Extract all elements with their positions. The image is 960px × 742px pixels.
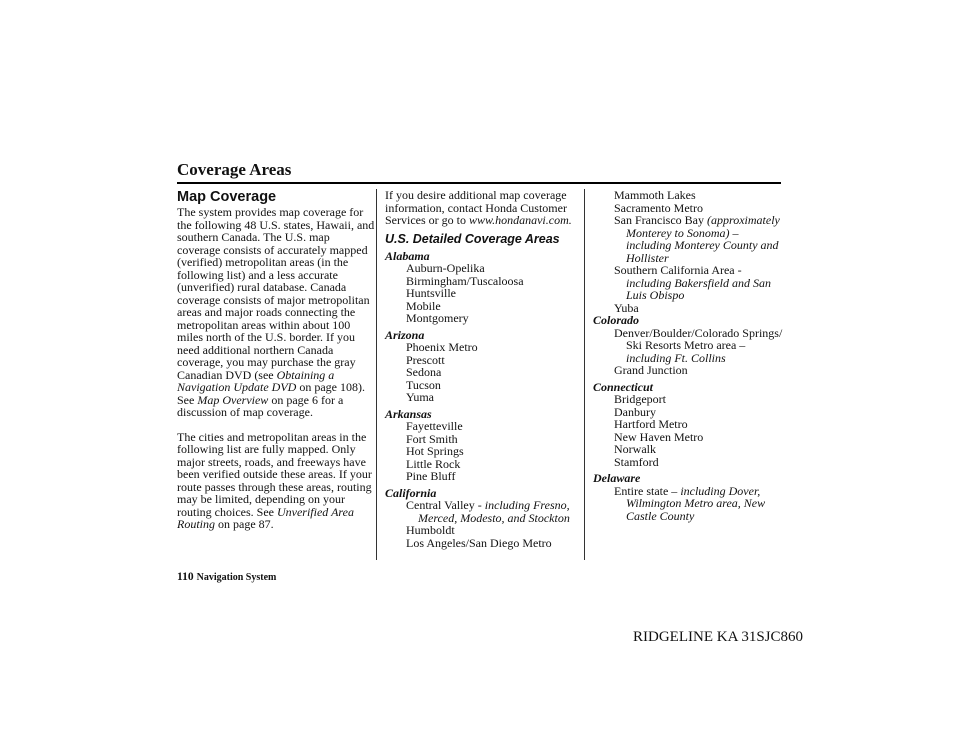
page-footer: [177, 571, 276, 583]
city-item: Auburn-Opelika: [406, 261, 485, 275]
model-code: RIDGELINE KA 31SJC860: [633, 629, 804, 645]
state-name: Arizona: [385, 327, 425, 342]
city-item: Tucson: [406, 377, 441, 392]
city-item: Mobile: [406, 298, 441, 313]
city-item: Humboldt: [406, 523, 455, 537]
city-item: Montgomery: [406, 311, 469, 325]
city-list: [593, 327, 783, 377]
city-item: San Francisco Bay (approximately Monterey to Sonoma) – including Monterey County and Hollister: [614, 213, 780, 265]
city-item: Birmingham/Tuscaloosa: [406, 273, 524, 288]
header-rule: [177, 182, 781, 184]
state-list-col3: [593, 314, 783, 522]
city-list: [385, 341, 583, 404]
column-3: [593, 189, 783, 522]
city-item: Los Angeles/San Diego Metro: [406, 535, 552, 550]
state-name: Alabama: [385, 248, 430, 263]
column-divider-1: [376, 189, 377, 560]
state-list-col2: [385, 250, 583, 550]
city-item: Central Valley - including Fresno, Merced, Modesto, and Stockton: [406, 498, 570, 525]
city-item: Little Rock: [406, 456, 461, 471]
city-list: [593, 393, 783, 468]
city-item: Hartford Metro: [614, 417, 688, 431]
section-heading-detailed-coverage: U.S. Detailed Coverage Areas: [385, 231, 560, 246]
city-item: Norwalk: [614, 442, 656, 456]
city-item: Prescott: [406, 352, 445, 367]
city-item: Southern California Area - including Bakersfield and San Luis Obispo: [614, 263, 771, 302]
city-item: Yuma: [406, 390, 434, 404]
contact-paragraph: If you desire additional map coverage information, contact Honda Customer Services or go to www.hondanavi.com.: [385, 188, 572, 227]
city-item: Grand Junction: [614, 363, 688, 377]
page-title: Coverage Areas: [177, 160, 292, 179]
city-list: [593, 485, 783, 523]
section-heading-map-coverage: Map Coverage: [177, 189, 277, 205]
city-item: Phoenix Metro: [406, 340, 478, 354]
city-item: Mammoth Lakes: [614, 188, 696, 202]
city-item: Fort Smith: [406, 431, 458, 446]
map-coverage-paragraph-2: The cities and metropolitan areas in the following list are fully mapped. Only major streets, roads, and freeways have been verified outside these areas. If your route passes through these areas, routing may be limited, depending on your routing choices. See Unverified Area Routing on page 87.: [177, 429, 372, 531]
city-item: Bridgeport: [614, 392, 666, 406]
city-item: Sacramento Metro: [614, 200, 703, 215]
city-item: New Haven Metro: [614, 429, 704, 444]
city-item: Denver/Boulder/Colorado Springs/ Ski Resorts Metro area – including Ft. Collins: [614, 325, 783, 365]
city-item: Fayetteville: [406, 419, 463, 433]
city-item: Huntsville: [406, 286, 456, 300]
city-item: Stamford: [614, 454, 659, 469]
city-list: [385, 262, 583, 325]
map-coverage-paragraph-1: The system provides map coverage for the following 48 U.S. states, Hawaii, and southern Canada. The U.S. map coverage consists of accurately mapped (verified) metropolitan areas (in the following list) and a less accurate (unverified) rural database. Canada coverage consists of major metropolitan areas and major roads connecting the metropolitan areas within about 100 miles north of the U.S. border. If you need additional northern Canada coverage, you may purchase the gray Canadian DVD (see Obtaining a Navigation Update DVD on page 108). See Map Overview on page 6 for a discussion of map coverage.: [177, 205, 375, 419]
city-list: [385, 420, 583, 483]
city-item: Hot Springs: [406, 444, 464, 458]
column-2: [385, 189, 583, 549]
city-list: [385, 499, 583, 549]
city-item: Yuba: [614, 300, 639, 315]
footer-title: Navigation System: [196, 572, 277, 583]
city-item: Danbury: [614, 404, 656, 419]
california-continued-list: [593, 189, 783, 314]
city-item: Entire state – including Dover, Wilmington Metro area, New Castle County: [614, 483, 766, 523]
column-divider-2: [584, 189, 585, 560]
page-number: 110: [177, 571, 194, 583]
state-name: Connecticut: [593, 379, 654, 394]
column-1: [177, 189, 375, 543]
state-name: Arkansas: [385, 406, 432, 421]
city-item: Sedona: [406, 365, 442, 379]
city-item: Pine Bluff: [406, 469, 456, 483]
state-name: California: [385, 485, 437, 500]
state-name: Colorado: [593, 313, 640, 327]
state-name: Delaware: [593, 471, 641, 485]
